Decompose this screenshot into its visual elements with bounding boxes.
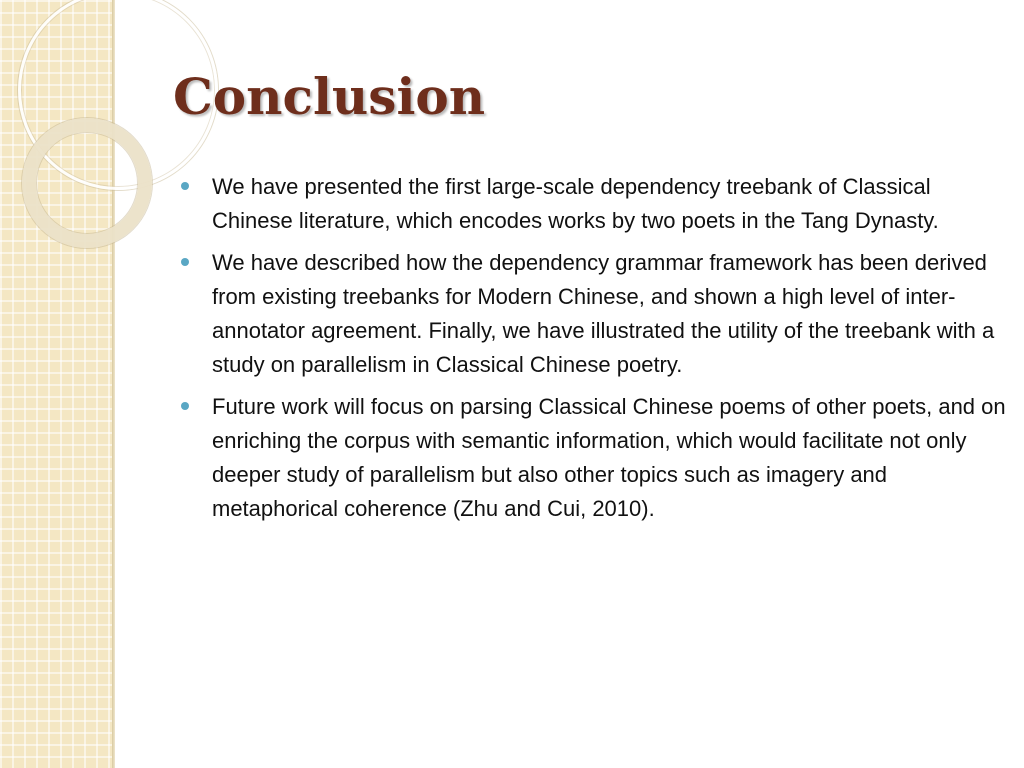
bullet-item	[186, 246, 1006, 382]
bullet-dot-icon	[181, 402, 189, 410]
bullet-text: We have presented the first large-scale dependency treebank of Classical Chinese literature, which encodes works by two poets in the Tang Dynasty.	[212, 174, 939, 233]
bullet-text: Future work will focus on parsing Classical Chinese poems of other poets, and on enriching the corpus with semantic information, which would facilitate not only deeper study of parallelism but also other topics such as imagery and metaphorical coherence (Zhu and Cui, 2010).	[212, 394, 1006, 521]
bullet-dot-icon	[181, 182, 189, 190]
bullet-list	[186, 170, 1006, 534]
bullet-item	[186, 170, 1006, 238]
slide-title: Conclusion	[173, 67, 486, 126]
bullet-dot-icon	[181, 258, 189, 266]
decorative-small-ring	[22, 118, 152, 248]
bullet-text: We have described how the dependency grammar framework has been derived from existing treebanks for Modern Chinese, and shown a high level of inter-annotator agreement. Finally, we have illustrated the utility of the treebank with a study on parallelism in Classical Chinese poetry.	[212, 250, 995, 377]
bullet-item	[186, 390, 1006, 526]
